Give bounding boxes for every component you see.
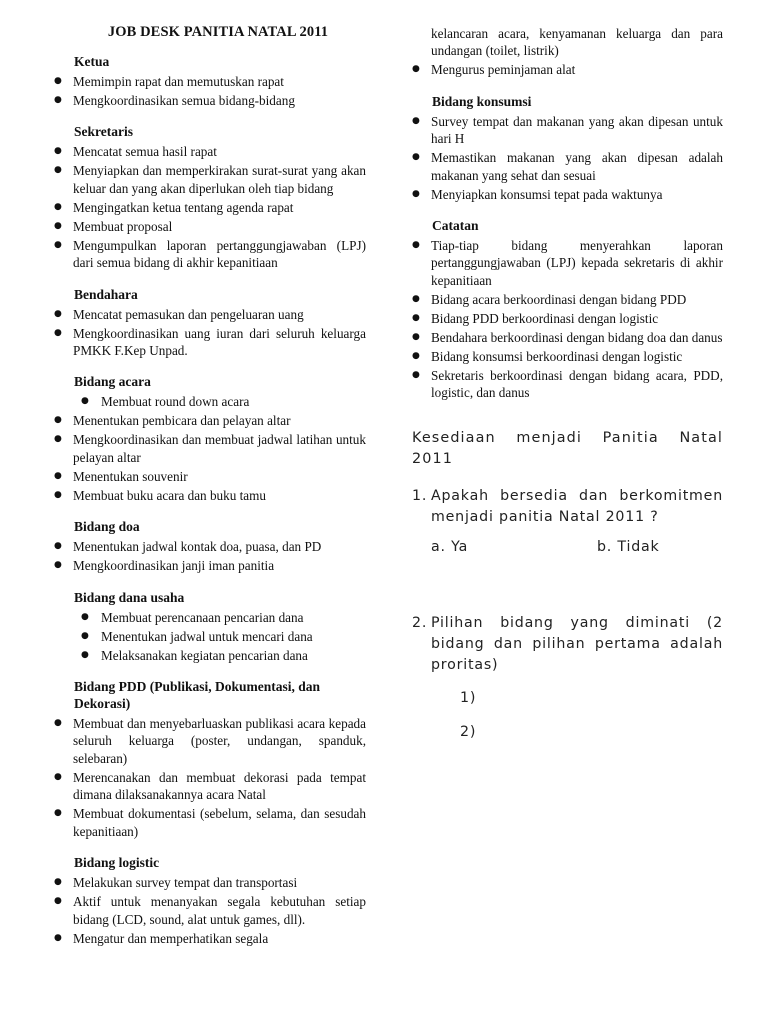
left-column bbox=[52, 0, 366, 961]
list-item: ● Mengkoordinasikan uang iuran dari seluruh keluarga PMKK F.Kep Unpad. bbox=[52, 325, 366, 360]
question-number: 1. bbox=[412, 487, 428, 504]
list-item: ● Mengkoordinasikan dan membuat jadwal latihan untuk pelayan altar bbox=[52, 431, 366, 466]
section-title: Bidang acara bbox=[74, 374, 151, 390]
list-item-continuation: kelancaran acara, kenyamanan keluarga dan para undangan (toilet, listrik) bbox=[431, 26, 723, 59]
question-1-options bbox=[431, 539, 723, 561]
list-item: ● Bendahara berkoordinasi dengan bidang doa dan danus bbox=[410, 329, 723, 346]
list-item: ● Aktif untuk menanyakan segala kebutuhan setiap bidang (LCD, sound, alat untuk games, dll). bbox=[52, 893, 366, 928]
section-title: Bidang konsumsi bbox=[432, 93, 532, 109]
option-a: a. Ya bbox=[431, 538, 469, 555]
list-item: ● Menentukan souvenir bbox=[52, 468, 366, 485]
bullet-list bbox=[52, 73, 366, 109]
bullet-list bbox=[52, 538, 366, 574]
list-item: ● Memimpin rapat dan memutuskan rapat bbox=[52, 73, 366, 90]
section-title: Bidang PDD (Publikasi, Dokumentasi, dan Dekorasi) bbox=[74, 679, 321, 712]
section-bendahara bbox=[52, 286, 366, 360]
list-item: ● Membuat perencanaan pencarian dana bbox=[52, 609, 366, 626]
list-item: ● Membuat proposal bbox=[52, 218, 366, 235]
list-item: ● Mengingatkan ketua tentang agenda rapat bbox=[52, 199, 366, 216]
section-title: Bendahara bbox=[74, 286, 138, 302]
list-item: ● Mengatur dan memperhatikan segala bbox=[52, 930, 366, 947]
section-bidang-dana-usaha bbox=[52, 589, 366, 664]
section-catatan bbox=[410, 217, 723, 402]
bullet-list bbox=[52, 143, 366, 271]
list-item: ● Bidang PDD berkoordinasi dengan logistic bbox=[410, 310, 723, 327]
section-bidang-acara bbox=[52, 373, 366, 504]
list-item: ● Membuat dan menyebarluaskan publikasi acara kepada seluruh keluarga (poster, undangan, spanduk, selebaran) bbox=[52, 715, 366, 767]
list-item: ● Melakukan survey tempat dan transportasi bbox=[52, 874, 366, 891]
section-title: Sekretaris bbox=[74, 124, 133, 140]
list-item: ● Mengumpulkan laporan pertanggungjawaban (LPJ) dari semua bidang di akhir kepanitiaan bbox=[52, 237, 366, 272]
question-text: Pilihan bidang yang diminati (2 bidang dan pilihan pertama adalah proritas) bbox=[431, 614, 723, 673]
list-item: ● Mengurus peminjaman alat bbox=[410, 61, 723, 78]
list-item: ● Mencatat pemasukan dan pengeluaran uang bbox=[52, 306, 366, 323]
list-item: ● Membuat dokumentasi (sebelum, selama, dan sesudah kepanitiaan) bbox=[52, 805, 366, 840]
list-item: ● Menyiapkan dan memperkirakan surat-surat yang akan keluar dan yang akan diperlukan oleh tiap bidang bbox=[52, 162, 366, 197]
list-item: ● Merencanakan dan membuat dekorasi pada tempat dimana dilaksanakannya acara Natal bbox=[52, 769, 366, 804]
list-item: ● Menentukan pembicara dan pelayan altar bbox=[52, 412, 366, 429]
section-title: Catatan bbox=[432, 218, 479, 234]
section-title: Ketua bbox=[74, 54, 110, 69]
section-bidang-logistic bbox=[52, 854, 366, 947]
bullet-list bbox=[52, 609, 366, 664]
list-item: ● Survey tempat dan makanan yang akan dipesan untuk hari H bbox=[410, 113, 723, 148]
right-column bbox=[410, 0, 723, 743]
list-item: ● Membuat round down acara bbox=[52, 393, 366, 410]
section-bidang-konsumsi bbox=[410, 93, 723, 203]
bullet-list bbox=[410, 113, 723, 203]
list-item: ● Mencatat semua hasil rapat bbox=[52, 143, 366, 160]
bullet-list bbox=[52, 306, 366, 360]
list-item: ● Menentukan jadwal untuk mencari dana bbox=[52, 628, 366, 645]
list-item: ● Bidang konsumsi berkoordinasi dengan logistic bbox=[410, 348, 723, 365]
list-item: ● Melaksanakan kegiatan pencarian dana bbox=[52, 647, 366, 664]
choice-2: 2) bbox=[460, 723, 477, 740]
list-item: ● Sekretaris berkoordinasi dengan bidang acara, PDD, logistic, dan danus bbox=[410, 367, 723, 402]
bullet-list bbox=[52, 393, 366, 504]
list-item: ● Memastikan makanan yang akan dipesan adalah makanan yang sehat dan sesuai bbox=[410, 149, 723, 184]
section-sekretaris bbox=[52, 123, 366, 271]
section-title: Bidang doa bbox=[74, 519, 140, 535]
section-ketua bbox=[52, 53, 366, 109]
section-title: Bidang dana usaha bbox=[74, 589, 185, 605]
list-item: ● Tiap-tiap bidang menyerahkan laporan pertanggungjawaban (LPJ) kepada sekretaris di akhir kepanitiaan bbox=[410, 237, 723, 289]
section-bidang-pdd bbox=[52, 678, 366, 840]
document-title: JOB DESK PANITIA NATAL 2011 bbox=[107, 24, 329, 40]
question-number: 2. bbox=[412, 614, 428, 631]
question-1 bbox=[412, 486, 723, 528]
question-2 bbox=[412, 613, 723, 676]
question-text: Apakah bersedia dan berkomitmen menjadi panitia Natal 2011 ? bbox=[431, 487, 723, 525]
choice-1: 1) bbox=[460, 689, 477, 706]
option-b: b. Tidak bbox=[597, 538, 660, 555]
list-item: ● Membuat buku acara dan buku tamu bbox=[52, 487, 366, 504]
section-title: Bidang logistic bbox=[74, 855, 160, 871]
bullet-list bbox=[52, 874, 366, 947]
list-item: ● Mengkoordinasikan semua bidang-bidang bbox=[52, 92, 366, 109]
list-item: ● Menentukan jadwal kontak doa, puasa, dan PD bbox=[52, 538, 366, 555]
bullet-list bbox=[410, 237, 723, 402]
form-title: Kesediaan menjadi Panitia Natal 2011 bbox=[412, 429, 723, 467]
section-bidang-doa bbox=[52, 518, 366, 574]
list-item: ● Menyiapkan konsumsi tepat pada waktunya bbox=[410, 186, 723, 203]
list-item: ● Bidang acara berkoordinasi dengan bidang PDD bbox=[410, 291, 723, 308]
bullet-list bbox=[52, 715, 366, 840]
bullet-list bbox=[410, 61, 723, 78]
list-item: ● Mengkoordinasikan janji iman panitia bbox=[52, 557, 366, 574]
